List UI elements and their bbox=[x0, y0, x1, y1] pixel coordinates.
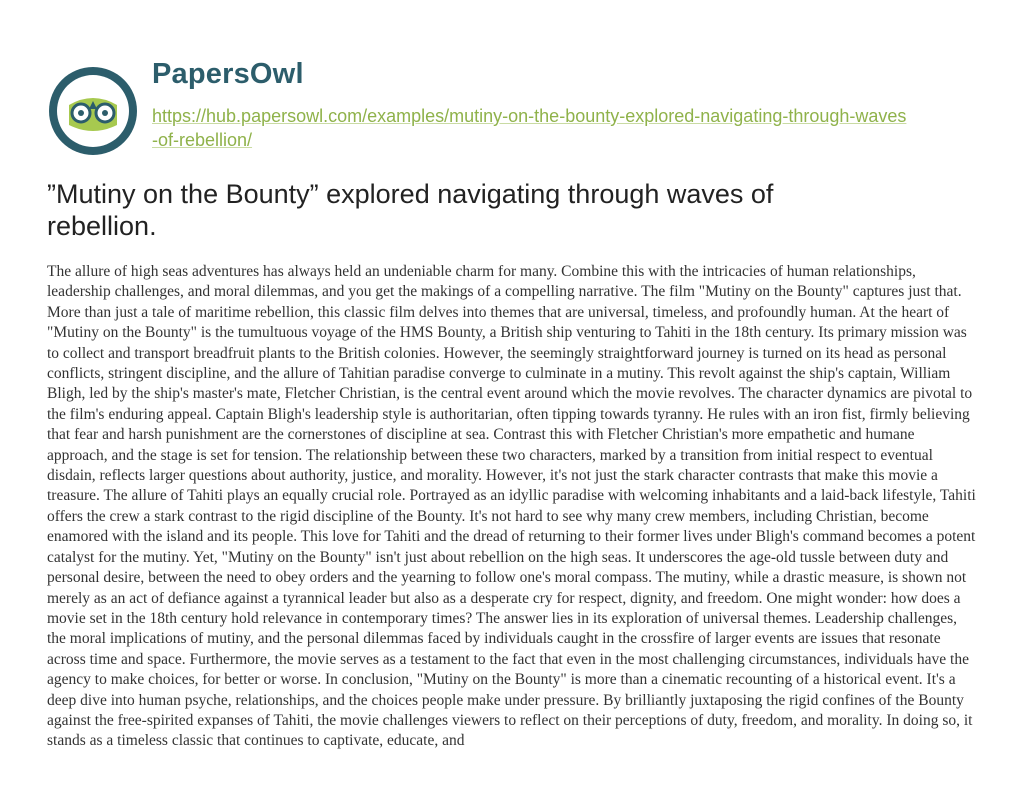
source-url-link[interactable]: https://hub.papersowl.com/examples/mutiny-on-the-bounty-explored-navigating-through-waves-of-rebellion/ bbox=[152, 106, 907, 150]
page-title: ”Mutiny on the Bounty” explored navigating through waves of rebellion. bbox=[47, 179, 774, 241]
owl-icon bbox=[47, 65, 139, 157]
header bbox=[47, 52, 977, 152]
brand-name: PapersOwl bbox=[152, 58, 304, 90]
article-body: The allure of high seas adventures has always held an undeniable charm for many. Combine this with the intricacies of human relationships, leadership challenges, and moral dilemmas, and you get the makings of a compelling narrative. The film "Mutiny on the Bounty" captures just that. More than just a tale of maritime rebellion, this classic film delves into themes that are universal, timeless, and profoundly human. At the heart of "Mutiny on the Bounty" is the tumultuous voyage of the HMS Bounty, a British ship venturing to Tahiti in the 18th century. Its primary mission was to collect and transport breadfruit plants to the British colonies. However, the seemingly straightforward journey is turned on its head as personal conflicts, stringent discipline, and the allure of Tahitian paradise converge to culminate in a mutiny. This revolt against the ship's captain, William Bligh, led by the ship's master's mate, Fletcher Christian, is the central event around which the movie revolves. The character dynamics are pivotal to the film's enduring appeal. Captain Bligh's leadership style is authoritarian, often tipping towards tyranny. He rules with an iron fist, firmly believing that fear and harsh punishment are the cornerstones of discipline at sea. Contrast this with Fletcher Christian's more empathetic and humane approach, and the stage is set for tension. The relationship between these two characters, marked by a transition from initial respect to eventual disdain, reflects larger questions about authority, justice, and morality. However, it's not just the stark character contrasts that make this movie a treasure. The allure of Tahiti plays an equally crucial role. Portrayed as an idyllic paradise with welcoming inhabitants and a laid-back lifestyle, Tahiti offers the crew a stark contrast to the rigid discipline of the Bounty. It's not hard to see why many crew members, including Christian, become enamored with the island and its people. This love for Tahiti and the dread of returning to their former lives under Bligh's command becomes a potent catalyst for the mutiny. Yet, "Mutiny on the Bounty" isn't just about rebellion on the high seas. It underscores the age-old tussle between duty and personal desire, between the need to obey orders and the yearning to follow one's moral compass. The mutiny, while a drastic measure, is shown not merely as an act of defiance against a tyrannical leader but also as a desperate cry for respect, dignity, and freedom. One might wonder: how does a movie set in the 18th century hold relevance in contemporary times? The answer lies in its exploration of universal themes. Leadership challenges, the moral implications of mutiny, and the personal dilemmas faced by individuals caught in the crossfire of larger events are issues that resonate across time and space. Furthermore, the movie serves as a testament to the fact that even in the most challenging circumstances, individuals have the agency to make choices, for better or worse. In conclusion, "Mutiny on the Bounty" is more than a cinematic recounting of a historical event. It's a deep dive into human psyche, relationships, and the choices people make under pressure. By brilliantly juxtaposing the rigid confines of the Bounty against the free-spirited expanses of Tahiti, the movie challenges viewers to reflect on their perceptions of duty, freedom, and morality. In doing so, it stands as a timeless classic that continues to captivate, educate, and bbox=[47, 263, 976, 750]
